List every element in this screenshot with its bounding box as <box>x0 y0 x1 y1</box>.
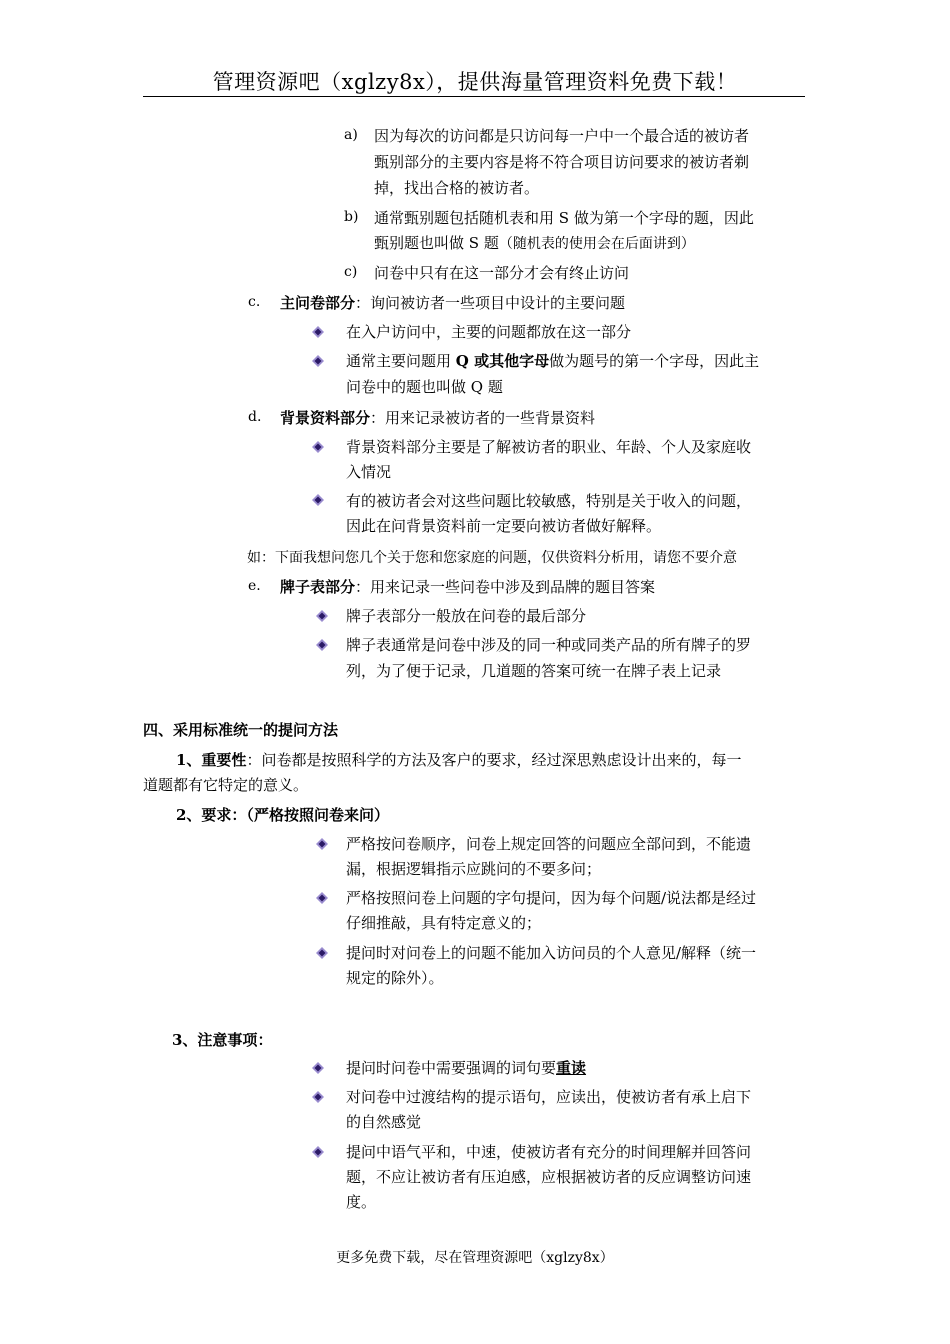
section-d-marker: d. <box>248 409 262 425</box>
section-c-bullet1: 在入户访问中，主要的问题都放在这一部分 <box>346 323 632 341</box>
section-e-line <box>280 577 655 597</box>
part4-p1-text: ：问卷都是按照科学的方法及客户的要求，经过深思熟虑设计出来的，每一 <box>246 751 742 769</box>
section-c-line <box>280 293 625 313</box>
section-d-bullet2-line1: 有的被访者会对这些问题比较敏感，特别是关于收入的问题， <box>346 492 752 510</box>
section-d-text: ：用来记录被访者的一些背景资料 <box>370 409 596 427</box>
diamond-bullet-icon <box>312 494 324 506</box>
part4-p2-bullet1-line2: 漏，根据逻辑指示应跳问的不要多问； <box>346 860 602 878</box>
part4-p3-bullet3-line3: 度。 <box>346 1193 377 1211</box>
diamond-bullet-icon <box>316 639 328 651</box>
list-marker-c: c) <box>344 264 358 280</box>
page-header: 管理资源吧（xglzy8x），提供海量管理资料免费下载！ <box>212 70 738 94</box>
list-item-b-note: （随机表的使用会在后面讲到） <box>498 236 695 252</box>
section-d-bullet1-line2: 入情况 <box>346 463 392 481</box>
section-e-marker: e. <box>248 578 261 594</box>
part4-p1-line2: 道题都有它特定的意义。 <box>143 776 309 794</box>
part4-p3-bullet1 <box>346 1058 586 1078</box>
header-divider <box>143 96 805 97</box>
part4-p2-bullet2-line2: 仔细推敲，具有特定意义的； <box>346 914 542 932</box>
section-d-example: 如：下面我想问您几个关于您和您家庭的问题，仅供资料分析用，请您不要介意 <box>247 550 737 566</box>
section-e-bullet2-line1: 牌子表通常是问卷中涉及的同一种或同类产品的所有牌子的罗 <box>346 636 752 654</box>
part4-p2-bullet2-line1: 严格按照问卷上问题的字句提问，因为每个问题/说法都是经过 <box>346 889 757 907</box>
diamond-bullet-icon <box>316 892 328 904</box>
diamond-bullet-icon <box>316 947 328 959</box>
list-item-b-line2: 甄别题也叫做 S 题 <box>374 234 499 252</box>
section-d-line <box>280 408 595 428</box>
section-c-bullet2-line1 <box>346 351 759 371</box>
part4-p1-line1 <box>176 750 741 770</box>
part4-heading: 四、采用标准统一的提问方法 <box>143 721 339 739</box>
part4-p3-bullet3-line2: 题，不应让被访者有压迫感，应根据被访者的反应调整访问速 <box>346 1168 752 1186</box>
diamond-bullet-icon <box>312 326 324 338</box>
part4-p2-bullet3-line1: 提问时对问卷上的问题不能加入访问员的个人意见/解释（统一 <box>346 944 757 962</box>
part4-p3-bullet2-line2: 的自然感觉 <box>346 1113 422 1131</box>
section-d-bullet1-line1: 背景资料部分主要是了解被访者的职业、年龄、个人及家庭收 <box>346 438 752 456</box>
diamond-bullet-icon <box>316 838 328 850</box>
diamond-bullet-icon <box>312 1146 324 1158</box>
part4-p1-bold: 1、重要性 <box>176 751 247 769</box>
list-marker-a: a) <box>344 127 358 143</box>
part4-p2-heading: 2、要求：（严格按照问卷来问） <box>176 806 389 824</box>
section-e-bullet2-line2: 列，为了便于记录，几道题的答案可统一在牌子表上记录 <box>346 662 722 680</box>
list-item-b-line1: 通常甄别题包括随机表和用 S 做为第一个字母的题，因此 <box>374 209 754 227</box>
part4-p3-bullet1-pre: 提问时问卷中需要强调的词句要 <box>346 1059 557 1077</box>
section-e-heading: 牌子表部分 <box>280 578 356 596</box>
section-d-bullet2-line2: 因此在问背景资料前一定要向被访者做好解释。 <box>346 517 662 535</box>
section-d-heading: 背景资料部分 <box>280 409 371 427</box>
diamond-bullet-icon <box>312 355 324 367</box>
section-c-bullet2-line2: 问卷中的题也叫做 Q 题 <box>346 378 503 396</box>
part4-p3-bullet3-line1: 提问中语气平和，中速，使被访者有充分的时间理解并回答问 <box>346 1143 752 1161</box>
section-c-text: ：询问被访者一些项目中设计的主要问题 <box>355 294 626 312</box>
part4-p3-heading: 3、注意事项： <box>172 1031 273 1049</box>
diamond-bullet-icon <box>312 441 324 453</box>
section-c-bullet2-post: 做为题号的第一个字母，因此主 <box>549 352 760 370</box>
section-c-bullet2-pre: 通常主要问题用 <box>346 352 456 370</box>
list-item-a-line3: 掉，找出合格的被访者。 <box>374 179 540 197</box>
part4-p3-bullet2-line1: 对问卷中过渡结构的提示语句，应读出，使被访者有承上启下 <box>346 1088 752 1106</box>
list-item-a-line2: 甄别部分的主要内容是将不符合项目访问要求的被访者剃 <box>374 153 750 171</box>
part4-p2-bullet3-line2: 规定的除外）。 <box>346 969 444 987</box>
diamond-bullet-icon <box>316 610 328 622</box>
list-marker-b: b) <box>344 209 359 225</box>
section-e-bullet1: 牌子表部分一般放在问卷的最后部分 <box>346 607 587 625</box>
diamond-bullet-icon <box>312 1062 324 1074</box>
page-footer: 更多免费下载，尽在管理资源吧（xglzy8x） <box>336 1250 614 1266</box>
section-c-bullet2-bold: Q 或其他字母 <box>455 352 550 370</box>
list-item-c-line1: 问卷中只有在这一部分才会有终止访问 <box>374 264 630 282</box>
section-c-marker: c. <box>248 294 261 310</box>
list-item-a-line1: 因为每次的访问都是只访问每一户中一个最合适的被访者 <box>374 127 750 145</box>
section-e-text: ：用来记录一些问卷中涉及到品牌的题目答案 <box>355 578 656 596</box>
list-item-b-line2-wrap <box>374 233 695 254</box>
section-c-heading: 主问卷部分 <box>280 294 356 312</box>
part4-p3-bullet1-strong: 重读 <box>556 1059 587 1077</box>
diamond-bullet-icon <box>312 1091 324 1103</box>
part4-p2-bullet1-line1: 严格按问卷顺序，问卷上规定回答的问题应全部问到，不能遗 <box>346 835 752 853</box>
